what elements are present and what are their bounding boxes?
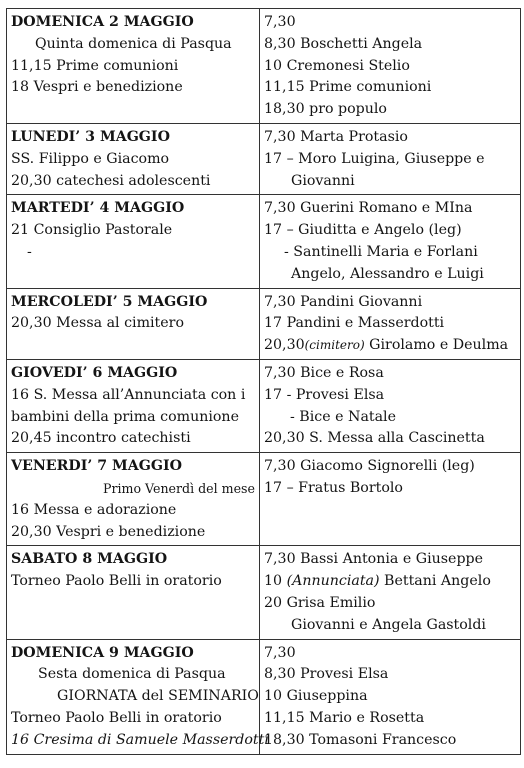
day-heading: MERCOLEDI’ 5 MAGGIO <box>11 293 208 310</box>
text-fragment: 10 <box>264 573 287 590</box>
event-line: Quinta domenica di Pasqua <box>35 35 232 52</box>
masses-cell <box>260 288 521 359</box>
text-fragment: (cimitero) <box>304 338 365 353</box>
day-row <box>7 195 521 288</box>
mass-intention-line: 8,30 Boschetti Angela <box>264 35 423 52</box>
mass-intention-line: 7,30 Guerini Romano e MIna <box>264 200 473 217</box>
events-cell <box>7 288 260 359</box>
events-cell <box>7 195 260 288</box>
event-line: SS. Filippo e Giacomo <box>11 150 170 167</box>
event-line: bambini della prima comunione <box>11 408 239 425</box>
mass-intention-line: 17 – Moro Luigina, Giuseppe e <box>264 150 485 167</box>
mass-intention-line: 18,30 pro populo <box>264 101 387 118</box>
mass-intention-line: 18,30 Tomasoni Francesco <box>264 731 457 748</box>
weekly-schedule-table <box>6 8 521 755</box>
events-cell <box>7 9 260 124</box>
mass-intention-line: 17 Pandini e Masserdotti <box>264 315 445 332</box>
events-cell <box>7 639 269 754</box>
masses-cell <box>260 453 521 546</box>
mass-intention-line: 7,30 Giacomo Signorelli (leg) <box>264 458 475 475</box>
event-line: 21 Consiglio Pastorale <box>11 222 173 239</box>
day-row <box>7 9 521 124</box>
mass-intention-line: Angelo, Alessandro e Luigi <box>291 265 484 282</box>
day-heading: MARTEDI’ 4 MAGGIO <box>11 200 185 217</box>
mass-intention-line: 7,30 <box>264 14 296 30</box>
events-cell <box>7 546 260 639</box>
event-line: 20,30 Messa al cimitero <box>11 315 184 332</box>
event-line: Primo Venerdì del mese <box>103 480 255 496</box>
event-line: 11,15 Prime comunioni <box>11 57 179 74</box>
events-cell <box>7 359 260 452</box>
event-line: 16 S. Messa all’Annunciata con i <box>11 386 246 403</box>
day-row <box>7 546 521 639</box>
day-row <box>7 639 521 754</box>
event-line: 16 Messa e adorazione <box>11 501 177 518</box>
mass-intention-line: - Bice e Natale <box>290 408 396 425</box>
masses-cell <box>260 195 521 288</box>
event-line: GIORNATA del SEMINARIO <box>57 688 259 705</box>
text-fragment: Girolamo e Deulma <box>364 337 509 354</box>
mass-intention-line: Giovanni e Angela Gastoldi <box>291 616 486 633</box>
text-fragment: (Annunciata) <box>286 573 380 590</box>
mass-intention-line: 11,15 Prime comunioni <box>264 79 432 96</box>
mass-intention-line: 20 Grisa Emilio <box>264 594 376 611</box>
mass-intention-line <box>264 571 516 593</box>
mass-intention-line: - Santinelli Maria e Forlani <box>284 243 478 260</box>
event-line: - <box>27 243 32 260</box>
mass-intention-line: 8,30 Provesi Elsa <box>264 666 389 683</box>
day-row <box>7 123 521 194</box>
event-line: Torneo Paolo Belli in oratorio <box>11 709 222 726</box>
day-heading: LUNEDI’ 3 MAGGIO <box>11 128 170 145</box>
events-cell <box>7 123 260 194</box>
event-line: Torneo Paolo Belli in oratorio <box>11 573 222 590</box>
event-line: 18 Vespri e benedizione <box>11 79 183 96</box>
day-heading: SABATO 8 MAGGIO <box>11 551 168 568</box>
mass-intention-line: 17 - Provesi Elsa <box>264 386 385 403</box>
event-line: 16 Cresima di Samuele Masserdotti <box>11 731 269 748</box>
masses-cell <box>260 546 521 639</box>
masses-cell <box>260 359 521 452</box>
day-heading: GIOVEDI’ 6 MAGGIO <box>11 364 178 381</box>
schedule-body <box>7 9 521 755</box>
mass-intention-line: 7,30 Pandini Giovanni <box>264 293 423 310</box>
day-row <box>7 288 521 359</box>
mass-intention-line: 7,30 <box>264 644 296 661</box>
events-cell <box>7 453 260 546</box>
masses-cell <box>260 9 521 124</box>
event-line: 20,45 incontro catechisti <box>11 430 191 447</box>
mass-intention-line: 10 Cremonesi Stelio <box>264 57 410 74</box>
mass-intention-line <box>264 335 516 357</box>
masses-cell <box>260 123 521 194</box>
mass-intention-line: 10 Giuseppina <box>264 688 368 705</box>
text-fragment: 20,30 <box>264 337 305 354</box>
day-heading: DOMENICA 2 MAGGIO <box>11 14 194 30</box>
mass-intention-line: 17 – Fratus Bortolo <box>264 479 403 496</box>
day-heading: VENERDI’ 7 MAGGIO <box>11 458 182 475</box>
masses-cell <box>260 639 521 754</box>
mass-intention-line: 11,15 Mario e Rosetta <box>264 709 425 726</box>
event-line: 20,30 Vespri e benedizione <box>11 523 206 540</box>
mass-intention-line: Giovanni <box>291 172 355 189</box>
mass-intention-line: 17 – Giuditta e Angelo (leg) <box>264 222 462 239</box>
mass-intention-line: 7,30 Bice e Rosa <box>264 364 384 381</box>
day-row <box>7 359 521 452</box>
event-line: 20,30 catechesi adolescenti <box>11 172 211 189</box>
event-line: Sesta domenica di Pasqua <box>38 666 226 683</box>
mass-intention-line: 7,30 Marta Protasio <box>264 128 408 145</box>
day-row <box>7 453 521 546</box>
text-fragment: Bettani Angelo <box>379 573 491 590</box>
day-heading: DOMENICA 9 MAGGIO <box>11 644 194 661</box>
mass-intention-line: 20,30 S. Messa alla Cascinetta <box>264 430 485 447</box>
mass-intention-line: 7,30 Bassi Antonia e Giuseppe <box>264 551 484 568</box>
